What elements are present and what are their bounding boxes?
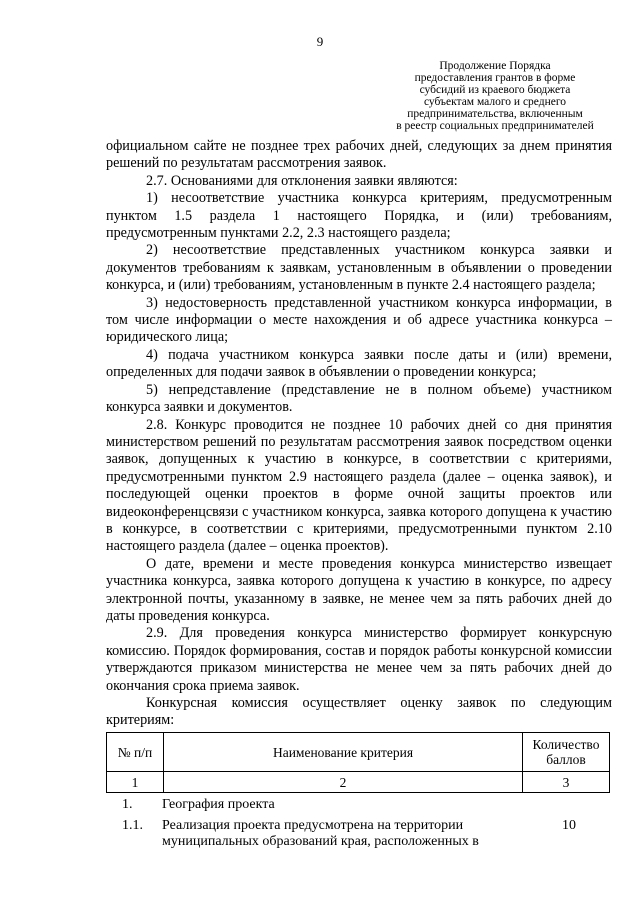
table-header-number: № п/п	[107, 733, 164, 772]
header-line: предпринимательства, включенным	[407, 108, 583, 120]
paragraph: 2.9. Для проведения конкурса министерство формирует конкурсную комиссию. Порядок формирования, состав и порядок работы конкурсной комиссии утверждаются приказом министерства не менее чем за пять рабочих дней до окончания срока приема заявок.	[106, 625, 612, 694]
table-header-score: Количество баллов	[523, 733, 610, 772]
paragraph: О дате, времени и месте проведения конкурса министерство извещает участника конкурса, заявка которого допущена к участию в конкурсе, по адресу электронной почты, указанному в заявке, не менее чем за пять рабочих дней до даты проведения конкурса.	[106, 555, 612, 624]
item-text: География проекта	[162, 797, 275, 812]
paragraph: официальном сайте не позднее трех рабочих дней, следующих за днем принятия решений по результатам рассмотрения заявок.	[106, 138, 612, 172]
criteria-table	[106, 732, 610, 793]
document-body	[106, 138, 612, 730]
item-score: 10	[562, 818, 576, 833]
page-number: 9	[316, 34, 324, 49]
header-line: субъектам малого и среднего	[423, 96, 567, 108]
item-text: Реализация проекта предусмотрена на территории муниципальных образований края, расположенных в	[162, 818, 479, 849]
paragraph: 3) недостоверность представленной участником конкурса информации, в том числе информации о месте нахождения и об адресе участника конкурса – юридического лица;	[106, 294, 612, 346]
paragraph: 4) подача участником конкурса заявки после даты и (или) времени, определенных для подачи заявок в объявлении о проведении конкурса;	[106, 346, 612, 381]
paragraph: 2) несоответствие представленных участником конкурса заявки и документов требованиям к заявкам, установленным в объявлении о проведении конкурса, и (или) требованиям, установленным в пункте 2.4 настоящего раздела;	[106, 242, 612, 294]
item-number: 1.	[122, 797, 133, 812]
header-line: предоставления грантов в форме	[414, 72, 576, 84]
item-number: 1.1.	[122, 818, 143, 833]
document-header	[380, 60, 610, 132]
header-line: в реестр социальных предпринимателей	[396, 120, 594, 132]
paragraph: 1) несоответствие участника конкурса критериям, предусмотренным пунктом 1.5 раздела 1 настоящего Порядка, и (или) требованиям, предусмотренным пунктами 2.2, 2.3 настоящего раздела;	[106, 190, 612, 242]
header-line: Продолжение Порядка	[439, 60, 551, 72]
paragraph: 2.7. Основаниями для отклонения заявки являются:	[146, 172, 458, 189]
table-cell: 1	[107, 772, 164, 793]
table-header-criterion: Наименование критерия	[164, 733, 523, 772]
header-line: субсидий из краевого бюджета	[419, 84, 571, 96]
table-cell: 3	[523, 772, 610, 793]
paragraph: Конкурсная комиссия осуществляет оценку заявок по следующим критериям:	[106, 695, 612, 729]
paragraph: 5) непредставление (представление не в полном объеме) участником конкурса заявки и документов.	[106, 381, 612, 416]
paragraph: 2.8. Конкурс проводится не позднее 10 рабочих дней со дня принятия министерством решений по результатам рассмотрения заявок посредством оценки заявок, допущенных к участию в конкурсе, в соответствии с критериями, предусмотренными пунктом 2.9 настоящего раздела (далее – оценка заявок), и последующей оценки проектов в форме очной защиты проектов или видеоконференцсвязи с участником конкурса, заявка которого допущена к участию в конкурсе, в соответствии с критериями, предусмотренными пунктом 2.10 настоящего раздела (далее – оценка проектов).	[106, 416, 612, 555]
table-cell: 2	[164, 772, 523, 793]
